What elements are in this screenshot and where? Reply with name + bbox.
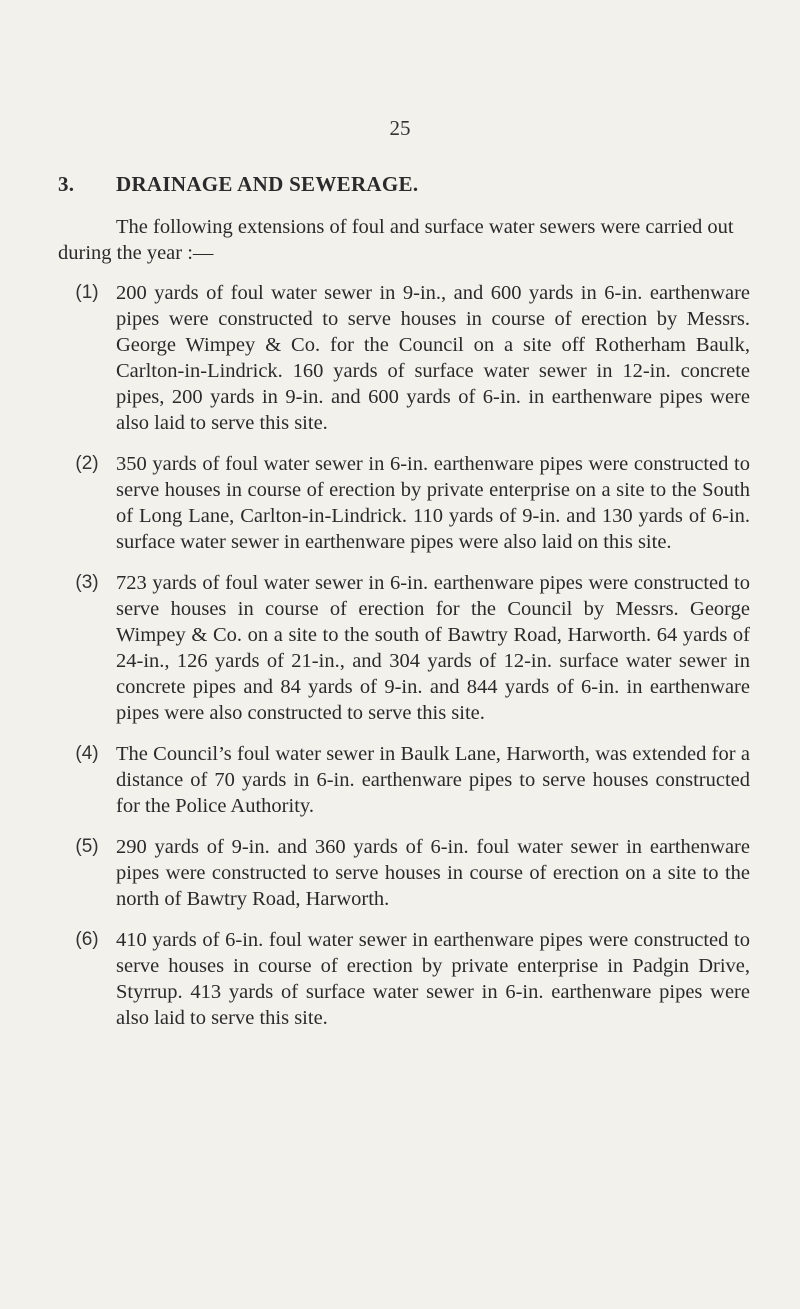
intro-paragraph: The following extensions of foul and surface water sewers were carried out during the year :— xyxy=(58,216,734,264)
item-text: 290 yards of 9-in. and 360 yards of 6-in. foul water sewer in earthenware pipes were constructed to serve houses in course of erection on a site to the north of Bawtry Road, Harworth. xyxy=(116,836,750,910)
item-text: 410 yards of 6-in. foul water sewer in earthenware pipes were constructed to serve houses in course of erection by private enterprise in Padgin Drive, Styrrup. 413 yards of surface water sewer in 6-in. earthenware pipes were also laid to serve this site. xyxy=(116,929,750,1029)
item-label: (5) xyxy=(75,836,99,857)
section-heading xyxy=(58,172,418,197)
item-label: (3) xyxy=(75,572,99,593)
list-item xyxy=(58,927,750,1031)
item-text: 350 yards of foul water sewer in 6-in. earthenware pipes were constructed to serve houses in course of erection by private enterprise on a site to the South of Long Lane, Carlton-in-Lindrick. 110 yards of 9-in. and 130 yards of 6-in. surface water sewer in earthenware pipes were also laid on this site. xyxy=(116,453,750,553)
list-item xyxy=(58,451,750,555)
item-text: 723 yards of foul water sewer in 6-in. earthenware pipes were constructed to serve houses in course of erection for the Council by Messrs. George Wimpey & Co. on a site to the south of Bawtry Road, Harworth. 64 yards of 24-in., 126 yards of 21-in., and 304 yards of 12-in. surface water sewer in concrete pipes and 84 yards of 9-in. and 844 yards of 6-in. in earthenware pipes were also constructed to serve this site. xyxy=(116,572,750,724)
list-item xyxy=(58,280,750,436)
page-number: 25 xyxy=(389,116,411,140)
item-text: The Council’s foul water sewer in Baulk Lane, Harworth, was extended for a distance of 70 yards in 6-in. earthenware pipes to serve houses constructed for the Police Authority. xyxy=(116,743,750,817)
item-label: (4) xyxy=(75,743,99,764)
section-title: DRAINAGE AND SEWERAGE. xyxy=(116,172,419,196)
item-label: (2) xyxy=(75,453,99,474)
sewer-extension-list xyxy=(58,280,750,1046)
list-item xyxy=(58,570,750,726)
list-item xyxy=(58,834,750,912)
item-text: 200 yards of foul water sewer in 9-in., and 600 yards in 6-in. earthenware pipes were constructed to serve houses in course of erection by Messrs. George Wimpey & Co. for the Council on a site off Rotherham Baulk, Carlton-in-Lindrick. 160 yards of surface water sewer in 12-in. concrete pipes, 200 yards in 9-in. and 600 yards of 6-in. in earthenware pipes were also laid to serve this site. xyxy=(116,282,750,434)
list-item xyxy=(58,741,750,819)
section-number: 3. xyxy=(58,172,75,196)
item-label: (6) xyxy=(75,929,99,950)
item-label: (1) xyxy=(75,282,99,303)
